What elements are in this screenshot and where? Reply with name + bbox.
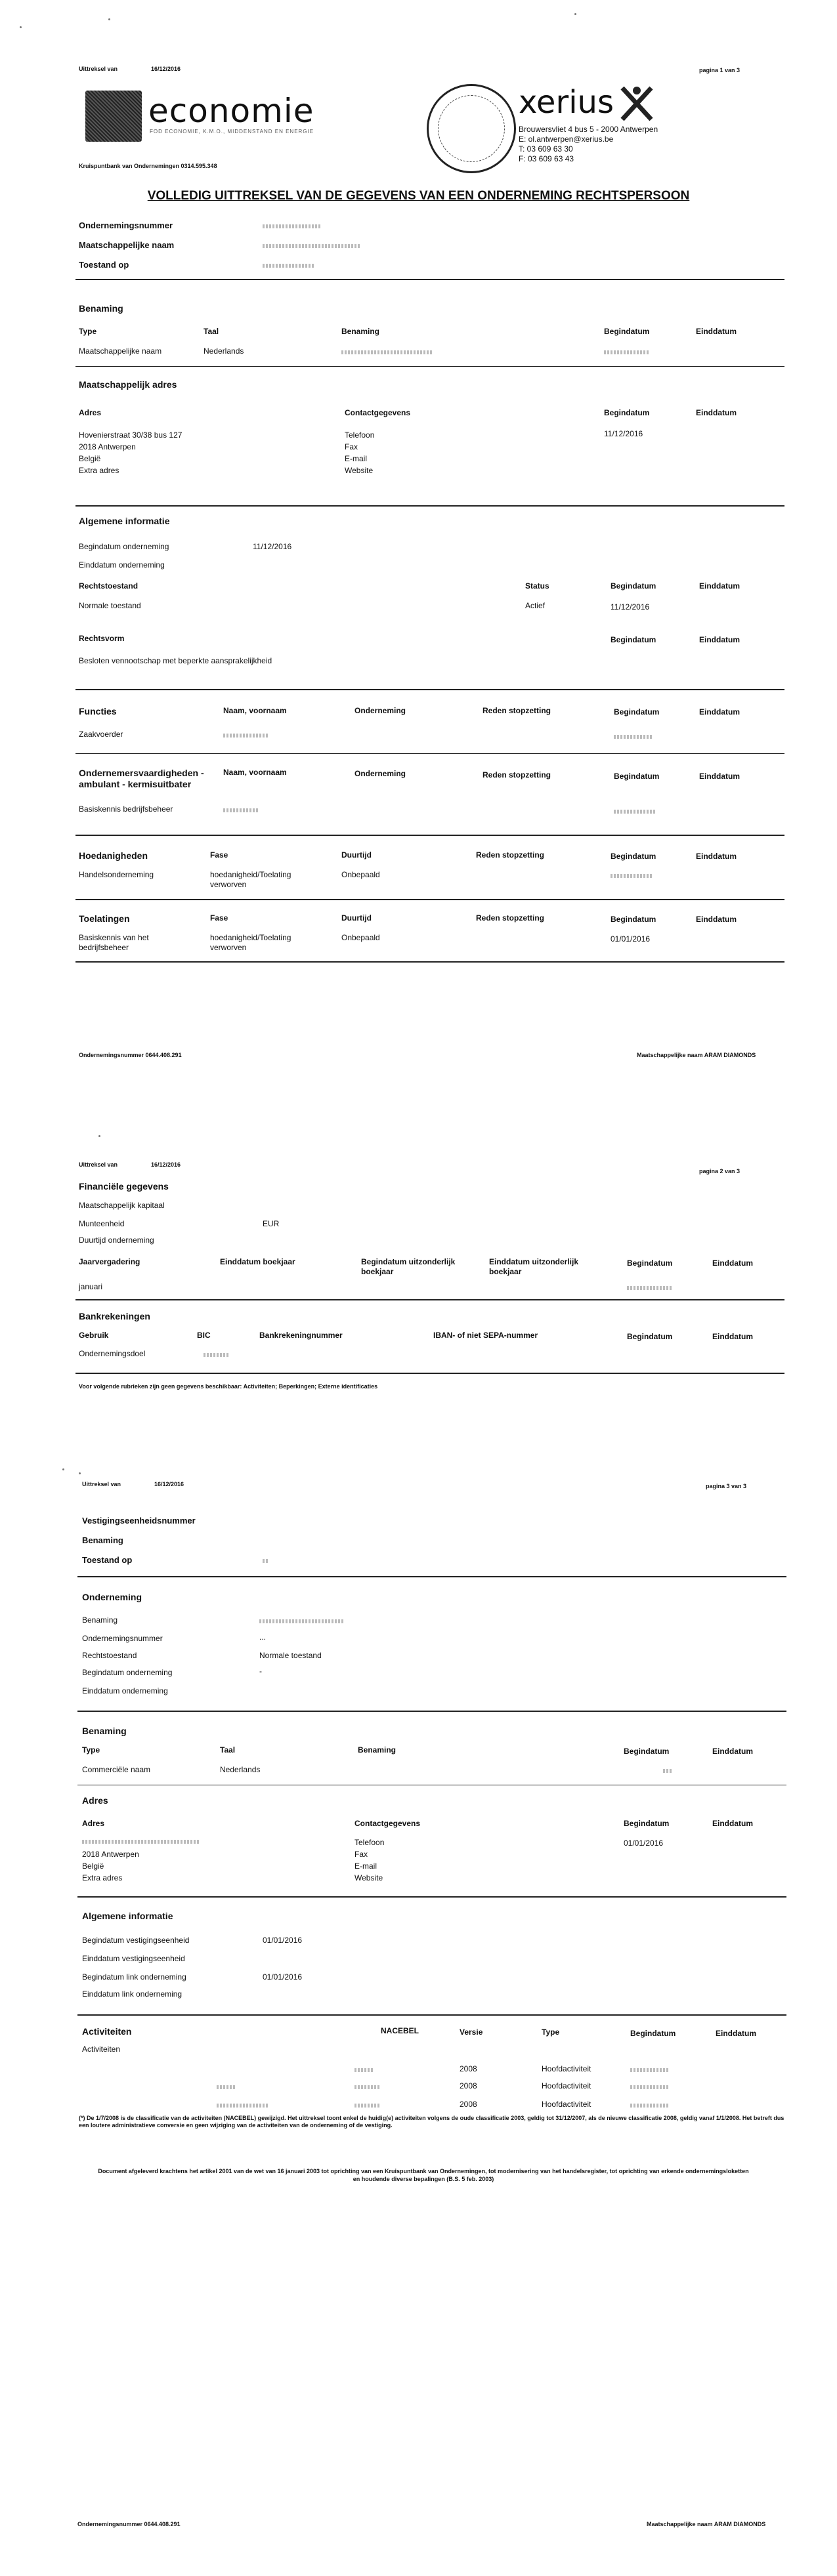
section-ondernemersvaardigheden: Ondernemersvaardigheden - ambulant - kermisuitbater (79, 768, 204, 789)
activiteit-versie: 2008 (460, 2064, 477, 2073)
field-benaming: Benaming (82, 1535, 123, 1545)
col-naam-voornaam: Naam, voornaam (223, 768, 287, 777)
address-line: 2018 Antwerpen (82, 1850, 139, 1859)
onderneming-nummer-value: ... (259, 1632, 267, 1642)
adres-begindatum: 11/12/2016 (604, 429, 643, 438)
redacted-value (82, 1840, 200, 1844)
scan-speck (108, 18, 110, 20)
xerius-email: E: ol.antwerpen@xerius.be (519, 135, 614, 144)
page-number: pagina 2 van 3 (699, 1168, 740, 1174)
onderneming-nummer-label: Ondernemingsnummer (82, 1634, 163, 1643)
col-versie: Versie (460, 2027, 483, 2037)
col-einddatum: Einddatum (699, 635, 740, 644)
redacted-value (263, 244, 361, 248)
col-einddatum: Einddatum (699, 707, 740, 717)
scan-speck (62, 1468, 64, 1470)
toelating-duurtijd: Onbepaald (341, 933, 380, 942)
xerius-stamp-icon (427, 84, 516, 173)
rechtsvorm-value: Besloten vennootschap met beperkte aansprakelijkheid (79, 656, 272, 665)
redacted-value (263, 1559, 269, 1563)
field-maatschappelijke-naam: Maatschappelijke naam (79, 240, 175, 250)
col-benaming: Benaming (358, 1745, 397, 1755)
section-algemene-informatie: Algemene informatie (79, 516, 170, 526)
activiteit-versie: 2008 (460, 2081, 477, 2090)
redacted-value (217, 2104, 269, 2108)
legal-note: Document afgeleverd krachtens het artikel 2001 van de wet van 16 januari 2003 tot oprichting van een Kruispuntbank van Ondernemingen, tot modernisering van het handelsregister, tot oprichting van erkende ondernemingsloketten en houdende diverse bepalingen (B.S. 5 feb. 2003) (98, 2168, 749, 2182)
divider (75, 505, 784, 507)
page-1 (0, 0, 837, 1115)
divider (75, 1299, 784, 1300)
col-begindatum: Begindatum (611, 915, 656, 924)
onderneming-einddatum-label: Einddatum onderneming (82, 1686, 168, 1695)
onderneming-rechtstoestand-value: Normale toestand (259, 1651, 322, 1660)
col-begindatum: Begindatum (614, 707, 660, 717)
col-gebruik: Gebruik (79, 1331, 109, 1340)
col-begindatum: Begindatum (627, 1332, 673, 1341)
divider (75, 899, 784, 900)
functie-zaakvoerder: Zaakvoerder (79, 730, 123, 739)
redacted-value (630, 2085, 670, 2089)
begindatum-onderneming-label: Begindatum onderneming (79, 542, 169, 551)
col-taal: Taal (220, 1745, 236, 1755)
col-duurtijd: Duurtijd (341, 850, 372, 860)
section-functies: Functies (79, 706, 117, 717)
contact-email: E-mail (345, 454, 368, 463)
divider (75, 279, 784, 280)
begindatum-link-label: Begindatum link onderneming (82, 1972, 186, 1982)
benaming-type: Commerciële naam (82, 1765, 151, 1774)
section-onderneming: Onderneming (82, 1592, 142, 1602)
col-begindatum: Begindatum (604, 327, 650, 336)
xerius-fax: F: 03 609 63 43 (519, 154, 574, 163)
col-type: Type (542, 2027, 560, 2037)
col-begindatum-uitzonderlijk: Begindatum uitzonderlijk boekjaar (361, 1257, 456, 1276)
extract-date-value: 16/12/2016 (154, 1481, 184, 1487)
divider (77, 1896, 786, 1898)
col-reden-stopzetting: Reden stopzetting (476, 913, 544, 923)
extract-date-label: Uittreksel van (82, 1481, 121, 1487)
contact-fax: Fax (345, 442, 358, 451)
redacted-value (204, 1353, 230, 1357)
redacted-value (627, 1286, 673, 1290)
redacted-value (354, 2085, 381, 2089)
divider (77, 1576, 786, 1577)
contact-telefoon: Telefoon (345, 430, 375, 440)
col-begindatum: Begindatum (624, 1819, 670, 1828)
col-fase: Fase (210, 913, 228, 923)
munteenheid-label: Munteenheid (79, 1219, 125, 1228)
col-jaarvergadering: Jaarvergadering (79, 1257, 140, 1266)
section-adres: Adres (82, 1795, 108, 1806)
xerius-address: Brouwersvliet 4 bus 5 - 2000 Antwerpen (519, 125, 658, 134)
activiteit-type: Hoofdactiviteit (542, 2081, 591, 2090)
toelating-begindatum: 01/01/2016 (611, 934, 651, 944)
benaming-taal: Nederlands (220, 1765, 261, 1774)
footer-maatschappelijke-naam: Maatschappelijke naam ARAM DIAMONDS (647, 2521, 766, 2527)
toelating-fase: hoedanigheid/Toelating verworven (210, 933, 291, 952)
duurtijd-onderneming-label: Duurtijd onderneming (79, 1236, 154, 1245)
col-einddatum: Einddatum (712, 1258, 753, 1268)
scan-speck (20, 26, 22, 28)
contact-website: Website (354, 1873, 383, 1882)
address-block (79, 429, 182, 476)
activiteit-type: Hoofdactiviteit (542, 2064, 591, 2073)
field-ondernemingsnummer: Ondernemingsnummer (79, 220, 173, 230)
economie-logo (85, 91, 348, 150)
col-begindatum: Begindatum (614, 772, 660, 781)
redacted-value (663, 1769, 673, 1773)
xerius-x-icon (617, 84, 656, 123)
jaarvergadering-value: januari (79, 1282, 103, 1291)
hoedanigheid-fase: hoedanigheid/Toelating verworven (210, 870, 291, 889)
address-line: Extra adres (79, 466, 119, 475)
col-einddatum: Einddatum (699, 581, 740, 591)
col-begindatum: Begindatum (611, 635, 656, 644)
address-line: 2018 Antwerpen (79, 442, 136, 451)
redacted-value (354, 2104, 381, 2108)
xerius-contact-block (519, 125, 658, 164)
economie-wordmark: economie (148, 92, 314, 130)
col-adres: Adres (82, 1819, 105, 1828)
benaming-taal: Nederlands (204, 346, 244, 356)
rechtsvorm-label: Rechtsvorm (79, 634, 125, 643)
redacted-value (341, 350, 433, 354)
divider (77, 2014, 786, 2016)
onderneming-begindatum-value: - (259, 1667, 262, 1676)
redacted-value (217, 2085, 236, 2089)
col-bankrekeningnummer: Bankrekeningnummer (259, 1331, 343, 1340)
toelating-label: Basiskennis van het bedrijfsbeheer (79, 933, 149, 952)
einddatum-onderneming-label: Einddatum onderneming (79, 560, 165, 570)
address-block (82, 1848, 139, 1884)
col-begindatum: Begindatum (611, 581, 656, 591)
footer-maatschappelijke-naam: Maatschappelijke naam ARAM DIAMONDS (637, 1052, 756, 1058)
document-title: VOLLEDIG UITTREKSEL VAN DE GEGEVENS VAN EEN ONDERNEMING RECHTSPERSOON (147, 189, 690, 203)
redacted-value (223, 734, 269, 737)
page-number: pagina 3 van 3 (706, 1483, 747, 1489)
col-einddatum: Einddatum (712, 1747, 753, 1756)
xerius-tel: T: 03 609 63 30 (519, 144, 573, 154)
page-number: pagina 1 van 3 (699, 67, 740, 73)
col-einddatum: Einddatum (696, 327, 737, 336)
geen-gegevens-note: Voor volgende rubrieken zijn geen gegevens beschikbaar: Activiteiten; Beperkingen; Externe identificaties (79, 1383, 378, 1390)
divider (75, 753, 784, 754)
col-type: Type (82, 1745, 100, 1755)
redacted-value (614, 810, 656, 814)
onderneming-benaming-label: Benaming (82, 1615, 118, 1625)
section-activiteiten: Activiteiten (82, 2026, 132, 2037)
bank-gebruik-value: Ondernemingsdoel (79, 1349, 146, 1358)
kbo-line: Kruispuntbank van Ondernemingen 0314.595.348 (79, 163, 217, 169)
contact-email: E-mail (354, 1861, 377, 1871)
address-line: Extra adres (82, 1873, 123, 1882)
col-duurtijd: Duurtijd (341, 913, 372, 923)
begindatum-vestigingseenheid-label: Begindatum vestigingseenheid (82, 1936, 190, 1945)
col-fase: Fase (210, 850, 228, 860)
redacted-value (354, 2068, 374, 2072)
field-toestand-op: Toestand op (82, 1555, 133, 1565)
col-bic: BIC (197, 1331, 211, 1340)
redacted-value (223, 808, 259, 812)
status-value: Actief (525, 601, 546, 610)
col-einddatum: Einddatum (712, 1332, 753, 1341)
section-toelatingen: Toelatingen (79, 913, 130, 924)
activiteit-type: Hoofdactiviteit (542, 2100, 591, 2109)
section-maatschappelijk-adres: Maatschappelijk adres (79, 379, 177, 390)
contact-fax: Fax (354, 1850, 368, 1859)
col-einddatum: Einddatum (712, 1819, 753, 1828)
address-line: België (79, 454, 101, 463)
col-einddatum: Einddatum (696, 408, 737, 417)
col-taal: Taal (204, 327, 219, 336)
col-onderneming: Onderneming (354, 706, 406, 715)
section-financiele-gegevens: Financiële gegevens (79, 1181, 169, 1192)
scan-speck (79, 1472, 81, 1474)
maatschappelijk-kapitaal-label: Maatschappelijk kapitaal (79, 1201, 165, 1210)
col-reden-stopzetting: Reden stopzetting (483, 770, 551, 779)
benaming-type: Maatschappelijke naam (79, 346, 162, 356)
col-reden-stopzetting: Reden stopzetting (483, 706, 551, 715)
adres-begindatum: 01/01/2016 (624, 1839, 664, 1848)
hoedanigheid-duurtijd: Onbepaald (341, 870, 380, 879)
scan-speck (574, 13, 576, 15)
rechtstoestand-value: Normale toestand (79, 601, 141, 610)
begindatum-vestigingseenheid-value: 01/01/2016 (263, 1936, 303, 1945)
col-iban: IBAN- of niet SEPA-nummer (433, 1331, 538, 1340)
col-contactgegevens: Contactgegevens (354, 1819, 421, 1828)
activiteit-versie: 2008 (460, 2100, 477, 2109)
col-einddatum-uitzonderlijk: Einddatum uitzonderlijk boekjaar (489, 1257, 579, 1276)
einddatum-vestigingseenheid-label: Einddatum vestigingseenheid (82, 1954, 185, 1963)
col-einddatum: Einddatum (696, 915, 737, 924)
divider (77, 1711, 786, 1712)
divider (75, 366, 784, 367)
einddatum-link-label: Einddatum link onderneming (82, 1989, 182, 1999)
field-vestigingseenheidsnummer: Vestigingseenheidsnummer (82, 1516, 196, 1526)
divider (75, 1373, 784, 1374)
onderneming-rechtstoestand-label: Rechtstoestand (82, 1651, 137, 1660)
redacted-value (614, 735, 653, 739)
col-begindatum: Begindatum (630, 2029, 676, 2038)
rechtstoestand-date: 11/12/2016 (611, 602, 650, 612)
col-reden-stopzetting: Reden stopzetting (476, 850, 544, 860)
redacted-value (263, 264, 315, 268)
page-3 (0, 1457, 837, 2576)
begindatum-onderneming-value: 11/12/2016 (253, 542, 292, 551)
divider (75, 835, 784, 836)
contact-block (345, 429, 374, 476)
begindatum-link-value: 01/01/2016 (263, 1972, 303, 1982)
divider (75, 689, 784, 690)
redacted-value (604, 350, 650, 354)
footer-ondernemingsnummer: Ondernemingsnummer 0644.408.291 (77, 2521, 181, 2527)
section-bankrekeningen: Bankrekeningen (79, 1311, 150, 1321)
address-line: Hovenierstraat 30/38 bus 127 (79, 430, 182, 440)
col-begindatum: Begindatum (604, 408, 650, 417)
redacted-value (630, 2104, 670, 2108)
address-line: België (82, 1861, 104, 1871)
redacted-value (259, 1619, 345, 1623)
col-type: Type (79, 327, 97, 336)
col-nacebel: NACEBEL (381, 2026, 419, 2035)
contact-block (354, 1837, 384, 1884)
section-benaming: Benaming (82, 1726, 127, 1736)
col-naam-voornaam: Naam, voornaam (223, 706, 287, 715)
col-einddatum: Einddatum (699, 772, 740, 781)
col-einddatum-boekjaar: Einddatum boekjaar (220, 1257, 295, 1266)
col-adres: Adres (79, 408, 102, 417)
col-benaming: Benaming (341, 327, 380, 336)
section-hoedanigheden: Hoedanigheden (79, 850, 148, 861)
redacted-value (263, 224, 322, 228)
col-einddatum: Einddatum (716, 2029, 756, 2038)
rechtstoestand-label: Rechtstoestand (79, 581, 139, 591)
munteenheid-value: EUR (263, 1219, 280, 1228)
xerius-wordmark: xerius (519, 84, 614, 121)
hoedanigheid-label: Handelsonderneming (79, 870, 154, 879)
vaardigheid-basiskennis: Basiskennis bedrijfsbeheer (79, 804, 173, 814)
section-algemene-informatie: Algemene informatie (82, 1911, 173, 1921)
economie-logo-icon (85, 91, 142, 142)
col-contactgegevens: Contactgegevens (345, 408, 411, 417)
contact-website: Website (345, 466, 374, 475)
extract-date-value: 16/12/2016 (151, 1161, 181, 1168)
onderneming-begindatum-label: Begindatum onderneming (82, 1668, 173, 1677)
col-begindatum: Begindatum (627, 1258, 673, 1268)
economie-subtitle: FOD ECONOMIE, K.M.O., MIDDENSTAND EN ENERGIE (150, 129, 314, 135)
divider (75, 961, 784, 963)
col-onderneming: Onderneming (354, 769, 406, 778)
section-benaming: Benaming (79, 303, 123, 314)
extract-date-label: Uittreksel van (79, 1161, 118, 1168)
field-toestand-op: Toestand op (79, 260, 129, 270)
activiteiten-footnote: (*) De 1/7/2008 is de classificatie van de activiteiten (NACEBEL) gewijzigd. Het uittreksel toont enkel de huidig(e) activiteiten volgens de oude classificatie 2003, geldig tot 31/12/2007, als de nieuwe classificatie 2008, geldig vanaf 1/1/2008. Het betreft dus een loutere administratieve conversie en geen wijziging van de activiteiten van de onderneming of de vestiging. (79, 2115, 784, 2129)
extract-date-label: Uittreksel van (79, 66, 118, 72)
footer-ondernemingsnummer: Ondernemingsnummer 0644.408.291 (79, 1052, 182, 1058)
scan-speck (98, 1135, 100, 1137)
contact-telefoon: Telefoon (354, 1838, 385, 1847)
page-2 (0, 1115, 837, 1457)
activiteiten-sublabel: Activiteiten (82, 2045, 121, 2054)
col-begindatum: Begindatum (624, 1747, 670, 1756)
redacted-value (630, 2068, 670, 2072)
col-einddatum: Einddatum (696, 852, 737, 861)
status-label: Status (525, 581, 549, 591)
col-begindatum: Begindatum (611, 852, 656, 861)
redacted-value (611, 874, 653, 878)
extract-date-value: 16/12/2016 (151, 66, 181, 72)
